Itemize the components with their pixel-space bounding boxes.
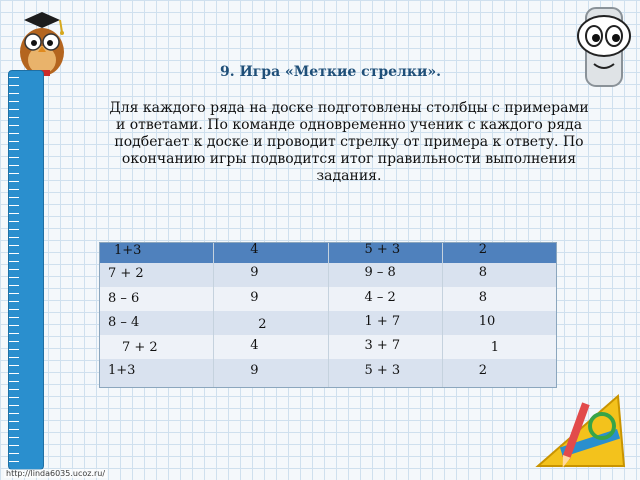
board-item: 8 — [478, 290, 488, 305]
board-item: 1+3 — [108, 363, 136, 378]
answer-board-table — [99, 242, 557, 388]
board-item: 4 – 2 — [364, 290, 396, 305]
board-item: 2 — [258, 317, 267, 332]
board-column-2 — [213, 243, 327, 387]
board-item: 7 + 2 — [122, 340, 158, 355]
board-item: 8 – 6 — [108, 291, 140, 306]
board-item: 4 — [250, 242, 259, 257]
page-title: 9. Игра «Меткие стрелки». — [220, 64, 442, 80]
board-item: 5 + 3 — [364, 242, 401, 257]
source-url: http://linda6035.ucoz.ru/ — [6, 469, 106, 478]
board-item: 2 — [478, 363, 488, 378]
board-item: 8 – 4 — [108, 315, 140, 330]
board-item: 2 — [478, 242, 488, 257]
board-item: 7 + 2 — [108, 266, 144, 281]
board-item: 1 — [490, 340, 500, 355]
board-item: 9 – 8 — [364, 265, 396, 280]
board-column-3 — [328, 243, 442, 387]
board-item: 9 — [250, 363, 259, 378]
board-column-4 — [442, 243, 556, 387]
board-item: 4 — [250, 338, 259, 353]
board-item: 5 + 3 — [364, 363, 401, 378]
board-column-1 — [100, 243, 213, 387]
school-tools-icon — [532, 382, 632, 472]
board-item: 9 — [250, 265, 259, 280]
board-item: 3 + 7 — [364, 338, 401, 353]
board-item: 1+3 — [114, 243, 142, 258]
board-item: 9 — [250, 290, 259, 305]
board-item: 8 — [478, 265, 488, 280]
game-description: Для каждого ряда на доске подготовлены столбцы с примерами и ответами. По команде одновременно ученик с каждого ряда подбегает к доске и проводит стрелку от примера к ответу. По окончанию игры подводится итог правильности выполнения задания. — [109, 100, 589, 184]
board-item: 10 — [478, 314, 496, 329]
traffic-light-face-icon — [574, 6, 634, 88]
board-item: 1 + 7 — [364, 314, 401, 329]
ruler-icon — [8, 70, 44, 470]
